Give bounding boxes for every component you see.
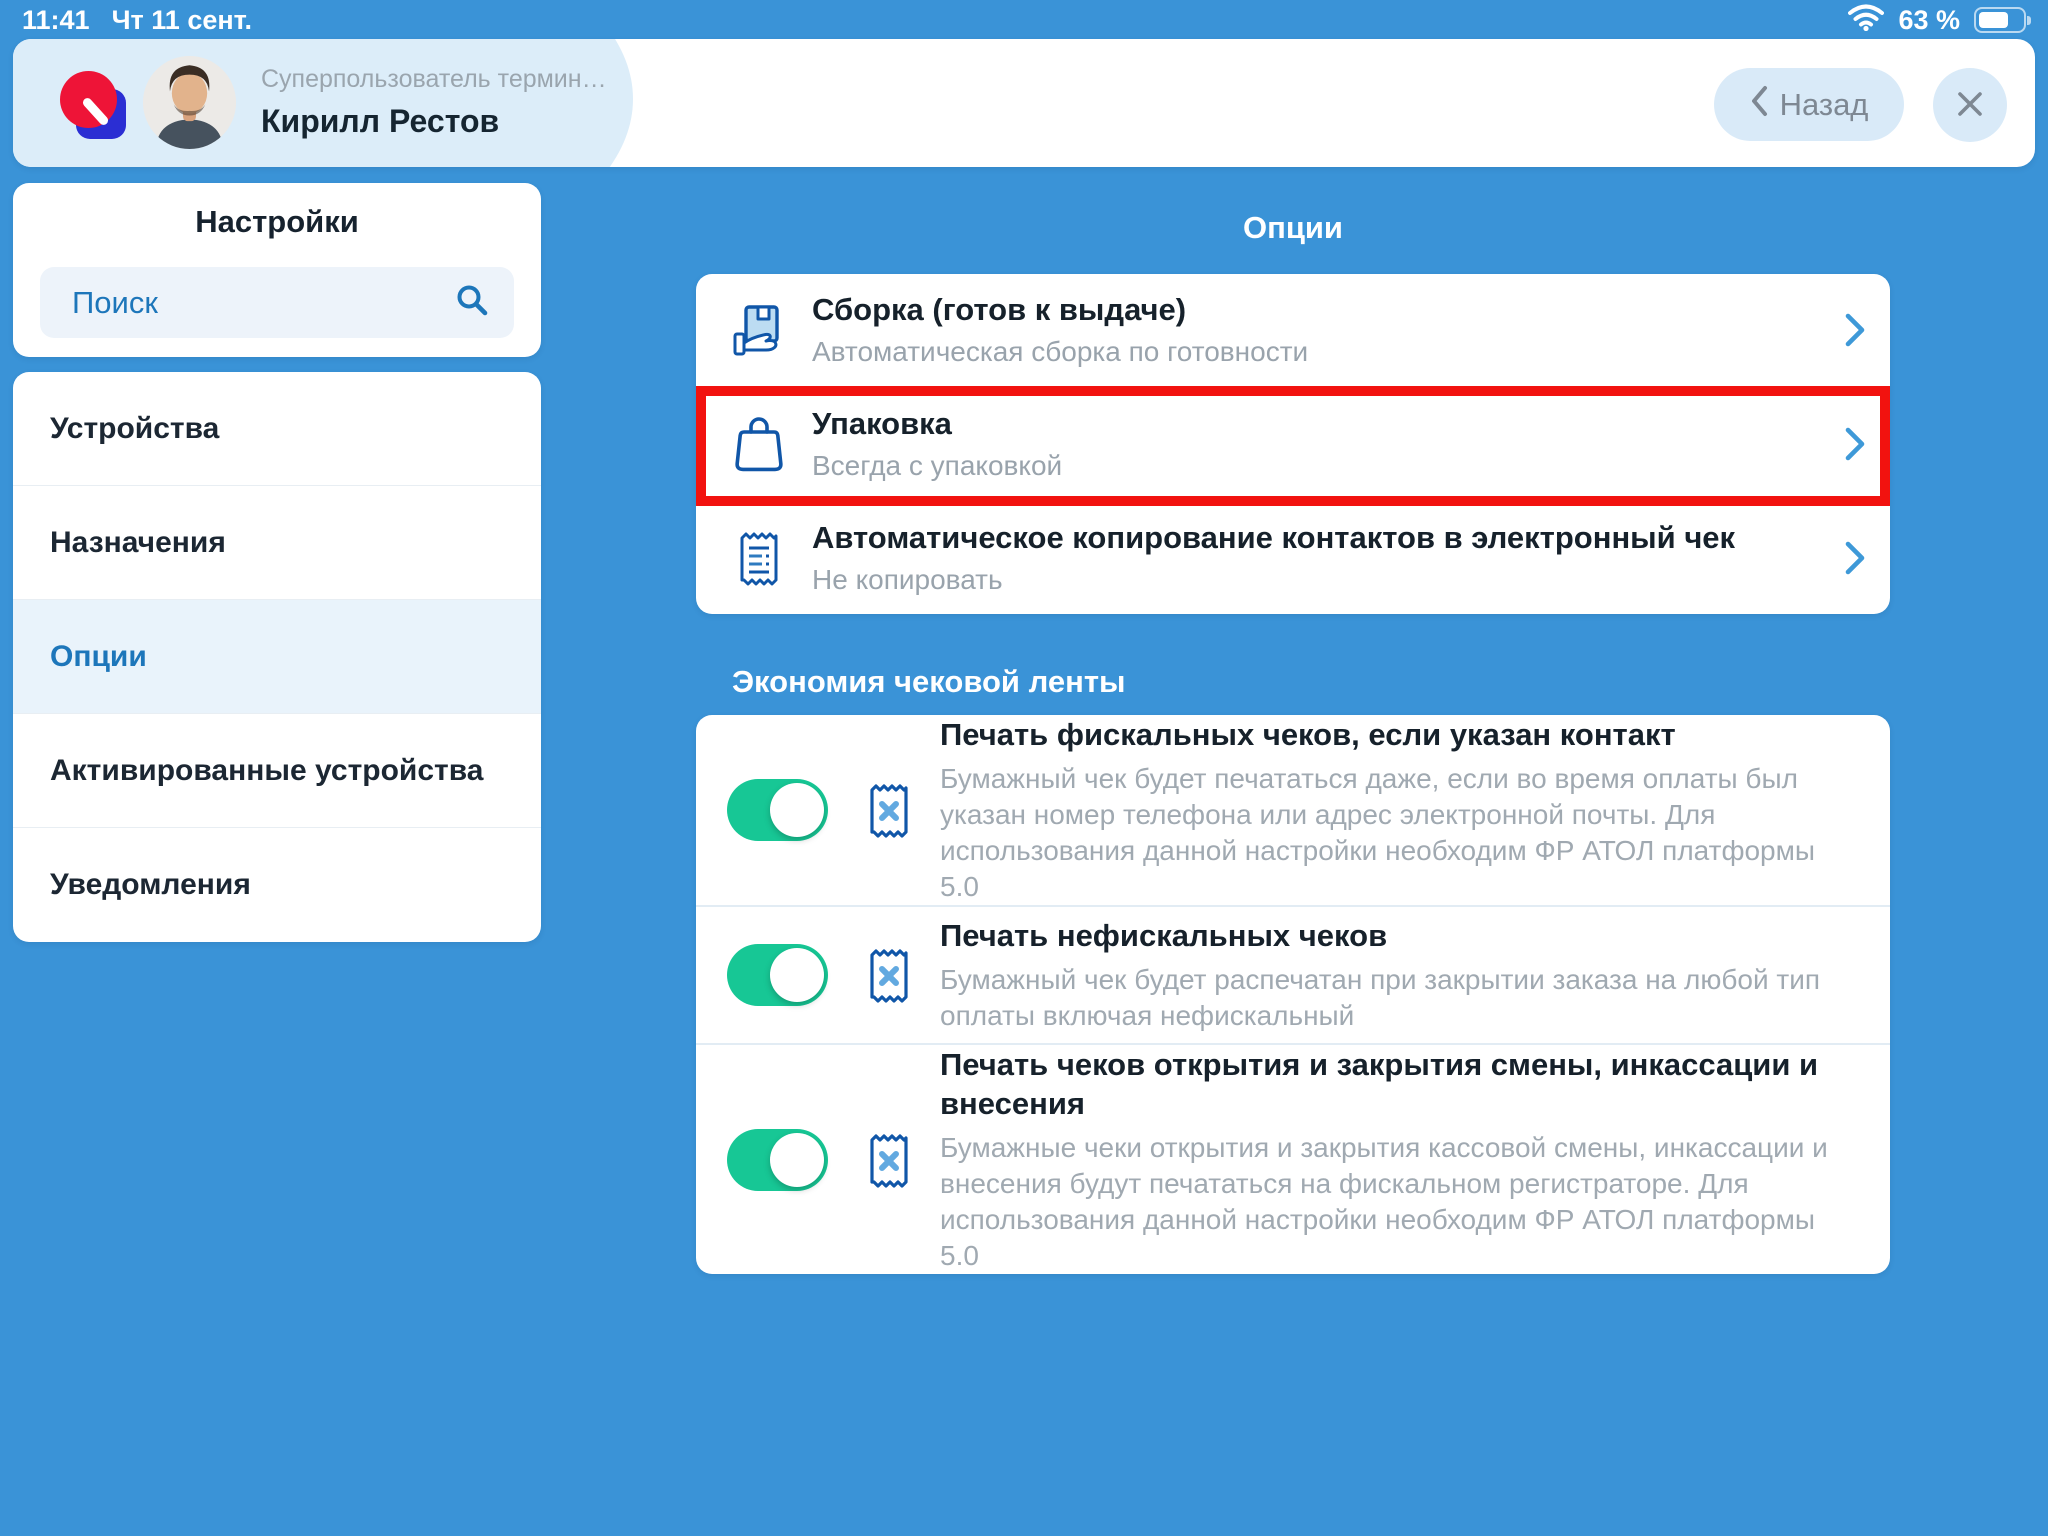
toggle-description: Бумажный чек будет распечатан при закрытии заказа на любой тип оплаты включая нефискальный (940, 964, 1821, 1031)
user-role: Суперпользователь термин… (261, 65, 607, 93)
option-subtitle: Всегда с упаковкой (812, 450, 1063, 481)
toggle-row-fiscal-receipts (696, 715, 1890, 907)
wifi-icon (1848, 3, 1884, 38)
back-button[interactable] (1714, 68, 1904, 141)
toggle-row-shift-receipts (696, 1045, 1890, 1274)
avatar (143, 56, 236, 149)
bag-icon (730, 415, 788, 473)
user-info (261, 65, 607, 140)
battery-icon (1974, 7, 2026, 33)
sidebar-item-notifications[interactable]: Уведомления (50, 868, 251, 901)
battery-percent: 63 % (1898, 4, 1960, 35)
option-title: Упаковка (812, 406, 952, 441)
receipt-x-icon (864, 1130, 914, 1190)
app-header (13, 39, 2035, 167)
toggle-title: Печать чеков открытия и закрытия смены, инкассации и внесения (940, 1047, 1819, 1121)
status-bar (0, 0, 2048, 40)
settings-title: Настройки (195, 204, 359, 239)
search-field[interactable] (40, 267, 514, 338)
option-title: Сборка (готов к выдаче) (812, 292, 1187, 328)
status-date: Чт 11 сент. (111, 4, 253, 35)
assembly-box-hand-icon (730, 301, 788, 359)
option-row-contact-copy[interactable] (696, 501, 1890, 614)
page-title: Опции (1242, 210, 1343, 245)
search-icon (454, 282, 490, 323)
toggle-title: Печать фискальных чеков, если указан контакт (940, 717, 1676, 752)
close-icon (1954, 88, 1986, 123)
toggle-title: Печать нефискальных чеков (940, 918, 1388, 953)
sidebar-item-assignments[interactable]: Назначения (13, 486, 541, 600)
chevron-right-icon (1844, 540, 1866, 576)
back-chevron-icon (1750, 85, 1768, 125)
user-name: Кирилл Рестов (261, 103, 500, 139)
chevron-right-icon (1844, 426, 1866, 462)
toggle-knob (770, 948, 824, 1002)
sidebar-item-options[interactable]: Опции (13, 600, 541, 714)
back-button-label: Назад (1779, 86, 1869, 122)
close-button[interactable] (1933, 68, 2007, 142)
receipt-icon (730, 529, 788, 587)
toggle-knob (770, 783, 824, 837)
sidebar-item-activated-devices[interactable]: Активированные устройства (13, 714, 541, 828)
section-title: Экономия чековой ленты (732, 664, 1126, 699)
settings-menu (13, 372, 541, 942)
toggle-switch[interactable] (727, 1129, 828, 1191)
app-logo (60, 71, 126, 139)
toggle-switch[interactable] (727, 779, 828, 841)
sidebar-item-devices[interactable]: Устройства (13, 372, 541, 486)
toggle-switch[interactable] (727, 944, 828, 1006)
toggle-knob (770, 1133, 824, 1187)
option-title: Автоматическое копирование контактов в электронный чек (812, 519, 1736, 555)
receipt-x-icon (864, 780, 914, 840)
option-row-packaging[interactable] (696, 388, 1890, 502)
toggle-description: Бумажные чеки открытия и закрытия кассовой смены, инкассации и внесения будут печататься на фискальном регистраторе. Для использования данной настройки необходим ФР АТОЛ платформы 5.0 (940, 1132, 1828, 1271)
settings-panel (13, 183, 541, 357)
toggle-description: Бумажный чек будет печататься даже, если во время оплаты был указан номер телефона или адрес электронной почты. Для использования данной настройки необходим ФР АТОЛ платформы 5.0 (940, 763, 1815, 902)
option-subtitle: Не копировать (812, 563, 1003, 595)
receipt-x-icon (864, 945, 914, 1005)
option-subtitle: Автоматическая сборка по готовности (812, 336, 1309, 368)
chevron-right-icon (1844, 312, 1866, 348)
receipt-saving-card (696, 715, 1890, 1274)
search-input[interactable] (70, 284, 454, 322)
options-card (696, 274, 1890, 614)
clock: 11:41 (22, 4, 90, 35)
option-row-assembly[interactable] (696, 274, 1890, 388)
toggle-row-nonfiscal-receipts (696, 907, 1890, 1045)
